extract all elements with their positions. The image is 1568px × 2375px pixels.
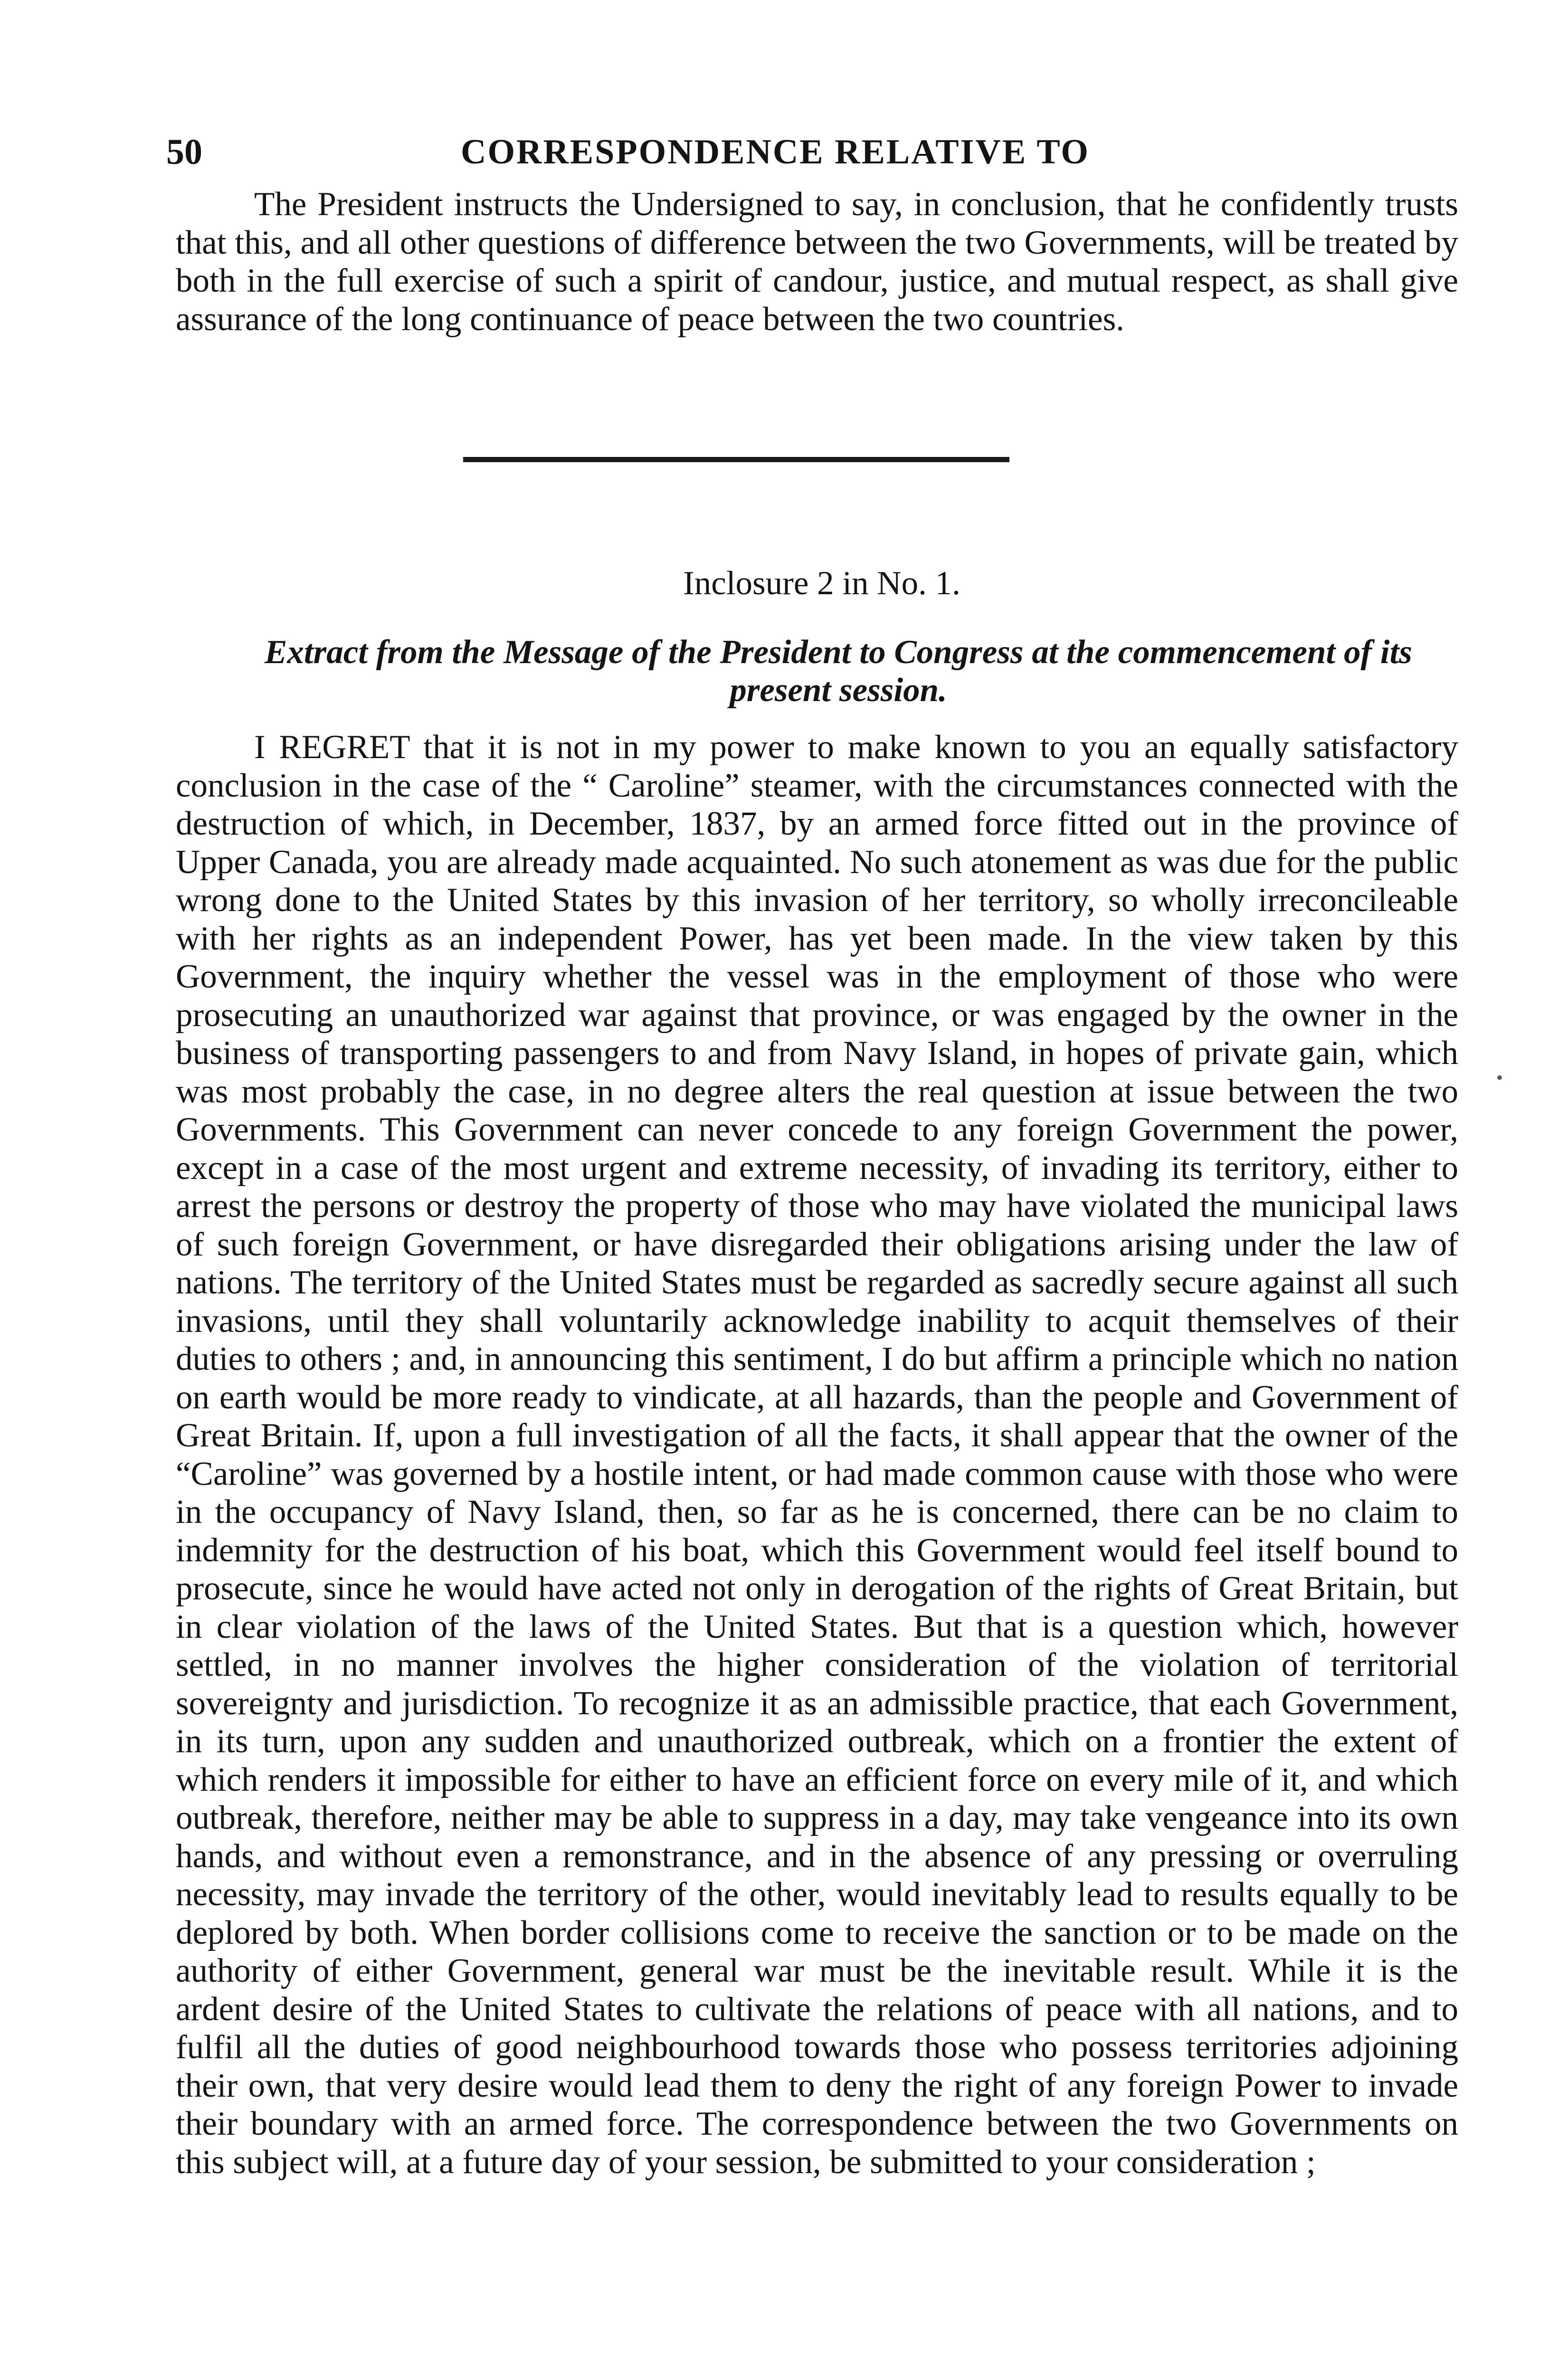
inclosure-title: Inclosure 2 in No. 1.: [683, 565, 960, 602]
page-number: 50: [166, 132, 202, 172]
margin-mark: •: [1496, 1067, 1503, 1088]
document-page: [166, 128, 1458, 2181]
message-paragraph: I REGRET that it is not in my power to make known to you an equally satisfactory conclusion in the case of the “ Caroline” steamer, with the circumstances connected with the destruction of which, in December, 1837, by an armed force fitted out in the province of Upper Canada, you are already made acquainted. No such atonement as was due for the public wrong done to the United States by this invasion of her territory, so wholly irreconcileable with her rights as an independent Power, has yet been made. In the view taken by this Government, the inquiry whether the vessel was in the employment of those who were prosecuting an unauthorized war against that province, or was engaged by the owner in the business of transporting passengers to and from Navy Island, in hopes of private gain, which was most probably the case, in no degree alters the real question at issue between the two Governments. This Government can never concede to any foreign Government the power, except in a case of the most urgent and extreme necessity, of invading its territory, either to arrest the persons or destroy the property of those who may have violated the municipal laws of such foreign Government, or have disregarded their obligations arising under the law of nations. The territory of the United States must be regarded as sacredly secure against all such invasions, until they shall voluntarily acknowledge inability to acquit themselves of their duties to others ; and, in announcing this sentiment, I do but affirm a principle which no nation on earth would be more ready to vindicate, at all hazards, than the people and Government of Great Britain. If, upon a full investigation of all the facts, it shall appear that the owner of the “Caroline” was governed by a hostile intent, or had made common cause with those who were in the occupancy of Navy Island, then, so far as he is concerned, there can be no claim to indemnity for the destruction of his boat, which this Government would feel itself bound to prosecute, since he would have acted not only in derogation of the rights of Great Britain, but in clear violation of the laws of the United States. But that is a question which, however settled, in no manner involves the higher consideration of the violation of territorial sovereignty and jurisdiction. To recognize it as an admissible practice, that each Government, in its turn, upon any sudden and unauthorized outbreak, which on a frontier the extent of which renders it impossible for either to have an efficient force on every mile of it, and which outbreak, therefore, neither may be able to suppress in a day, may take vengeance into its own hands, and without even a remonstrance, and in the absence of any pressing or overruling necessity, may invade the territory of the other, would inevitably lead to results equally to be deplored by both. When border collisions come to receive the sanction or to be made on the authority of either Government, general war must be the inevitable result. While it is the ardent desire of the United States to cultivate the relations of peace with all nations, and to fulfil all the duties of good neighbourhood towards those who possess territories adjoining their own, that very desire would lead them to deny the right of any foreign Power to invade their boundary with an armed force. The correspondence between the two Governments on this subject will, at a future day of your session, be submitted to your consideration ;: [176, 729, 1458, 2181]
opening-paragraph-block: [176, 185, 1458, 338]
opening-paragraph: The President instructs the Undersigned to say, in conclusion, that he confidently trusts that this, and all other questions of difference between the two Governments, will be treated by both in the full exercise of such a spirit of candour, justice, and mutual respect, as shall give assurance of the long continuance of peace between the two countries.: [176, 186, 1458, 338]
message-body: [176, 728, 1458, 2181]
section-divider: [463, 457, 1009, 462]
page-header: [166, 128, 1458, 185]
running-head: CORRESPONDENCE RELATIVE TO: [461, 133, 1090, 171]
extract-title: Extract from the Message of the President to Congress at the commencement of its present session.: [265, 634, 1412, 709]
